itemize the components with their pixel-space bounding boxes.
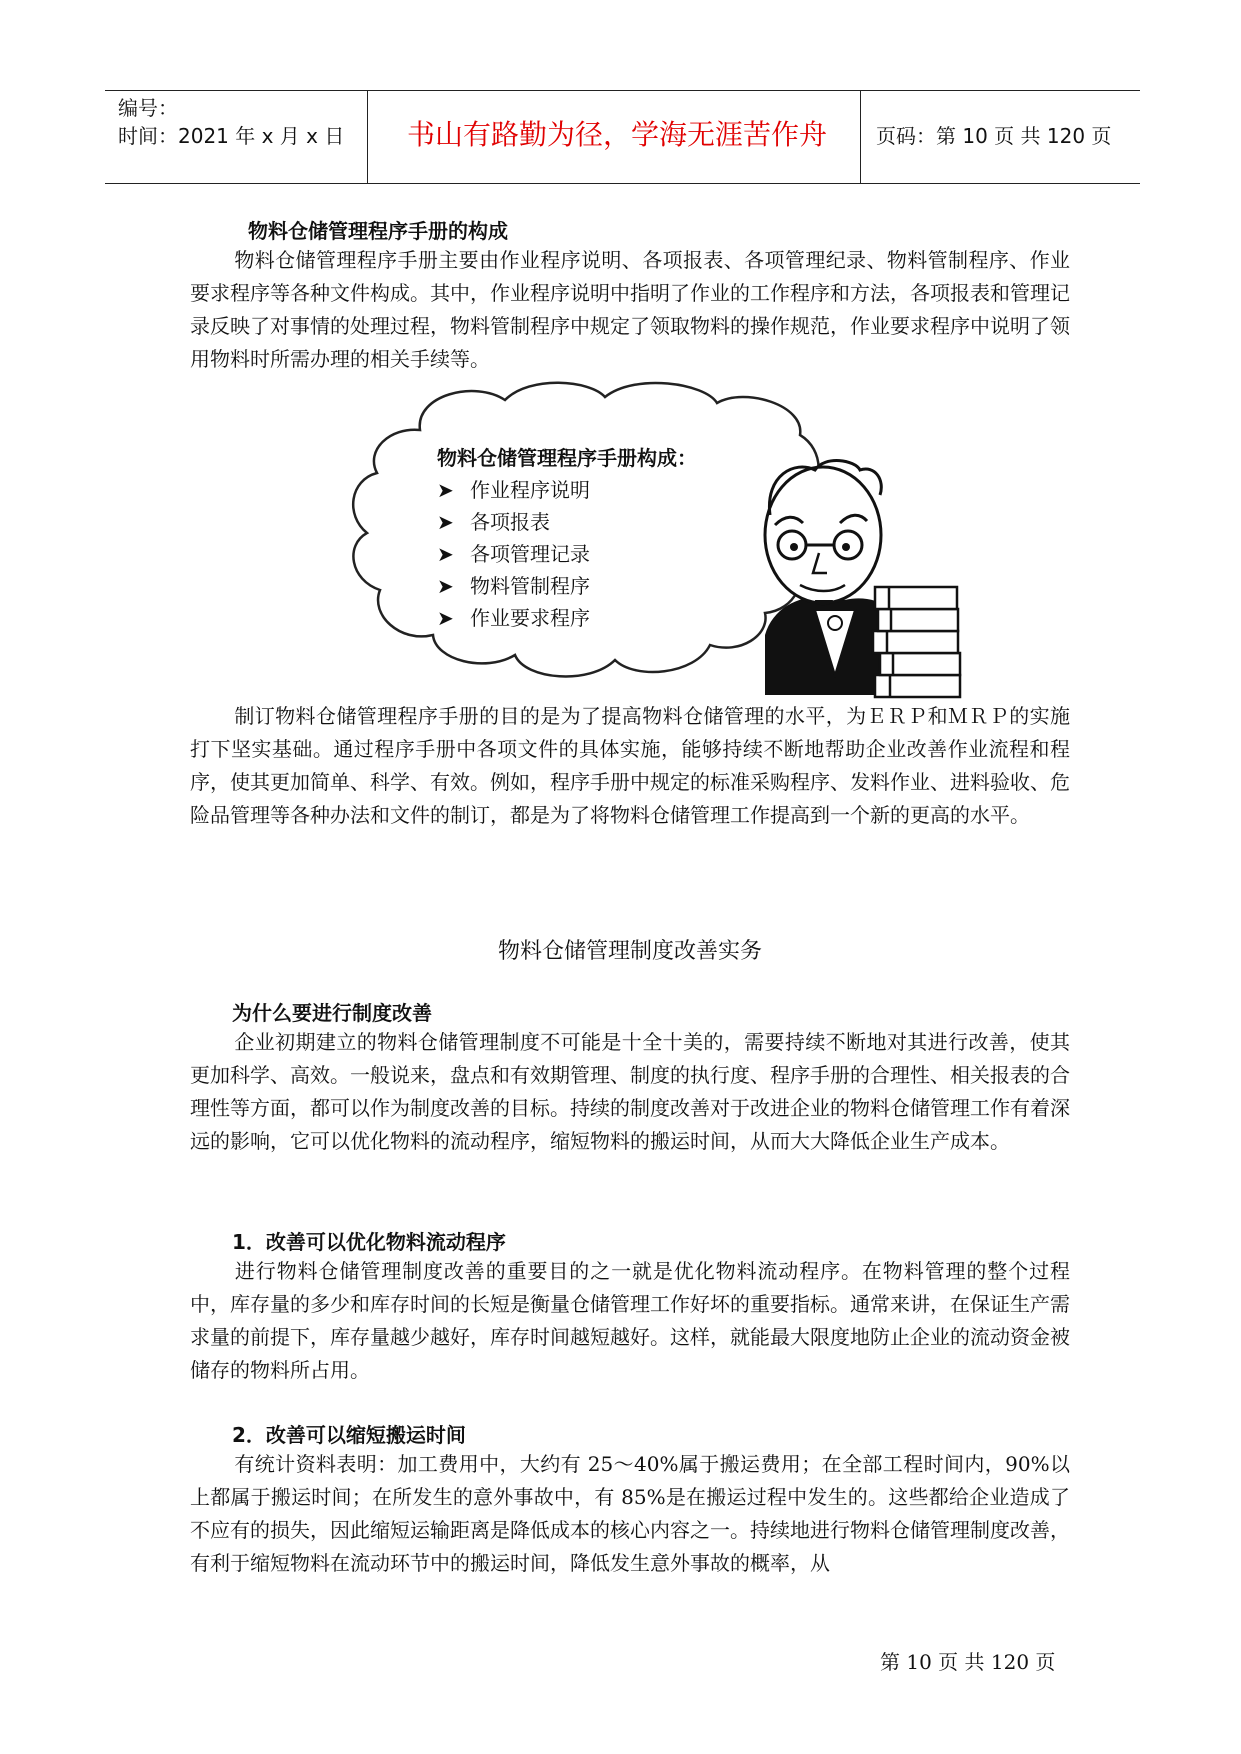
figure-bullet-icon: ➤ bbox=[437, 606, 454, 630]
header-meta bbox=[118, 94, 344, 150]
header-top-rule bbox=[105, 90, 1140, 91]
page-footer: 第 10 页 共 120 页 bbox=[880, 1650, 1056, 1674]
paragraph-optimize-flow: 进行物料仓储管理制度改善的重要目的之一就是优化物料流动程序。在物料管理的整个过程中，库存量的多少和库存时间的长短是衡量仓储管理工作好坏的重要指标。通常来讲，在保证生产需求量的前提下，库存量越少越好，库存时间越短越好。这样，就能最大限度地防止企业的流动资金被储存的物料所占用。 bbox=[190, 1259, 1070, 1382]
paragraph-purpose: 制订物料仓储管理程序手册的目的是为了提高物料仓储管理的水平，为ＥＲＰ和ＭＲＰ的实施打下坚实基础。通过程序手册中各项文件的具体实施，能够持续不断地帮助企业改善作业流程和程序，使其更加简单、科学、有效。例如，程序手册中规定的标准采购程序、发料作业、进料验收、危险品管理等各种办法和文件的制订，都是为了将物料仓储管理工作提高到一个新的更高的水平。 bbox=[190, 704, 1070, 827]
thought-cloud bbox=[353, 383, 818, 677]
figure-bullet-icon: ➤ bbox=[437, 542, 454, 566]
manual-composition-illustration bbox=[345, 375, 965, 703]
figure-bullet-icon: ➤ bbox=[437, 574, 454, 598]
figure-item: 作业程序说明 bbox=[470, 478, 590, 502]
subheading-optimize-flow: 1．改善可以优化物料流动程序 bbox=[232, 1230, 506, 1254]
header-divider-left bbox=[367, 90, 368, 183]
figure-item: 作业要求程序 bbox=[470, 606, 590, 630]
header-motto: 书山有路勤为径，学海无涯苦作舟 bbox=[406, 118, 827, 151]
figure-item: 各项报表 bbox=[470, 510, 550, 534]
paragraph-why-improve: 企业初期建立的物料仓储管理制度不可能是十全十美的，需要持续不断地对其进行改善，使其更加科学、高效。一般说来，盘点和有效期管理、制度的执行度、程序手册的合理性、相关报表的合理性等方面，都可以作为制度改善的目标。持续的制度改善对于改进企业的物料仓储管理工作有着深远的影响，它可以优化物料的流动程序，缩短物料的搬运时间，从而大大降低企业生产成本。 bbox=[190, 1030, 1070, 1153]
document-date: 时间：2021 年 x 月 x 日 bbox=[118, 124, 345, 148]
header-bottom-rule bbox=[105, 183, 1140, 184]
figure-bullet-icon: ➤ bbox=[437, 478, 454, 502]
figure-bullet-icon: ➤ bbox=[437, 510, 454, 534]
figure-title: 物料仓储管理程序手册构成： bbox=[437, 446, 697, 470]
section-title-improvement: 物料仓储管理制度改善实务 bbox=[497, 939, 762, 964]
paragraph-shorten-handling: 有统计资料表明：加工费用中，大约有 25～40%属于搬运费用；在全部工程时间内，90%以上都属于搬运时间；在所发生的意外事故中，有 85%是在搬运过程中发生的。这些都给企业造成了不应有的损失，因此缩短运输距离是降低成本的核心内容之一。持续地进行物料仓储管理制度改善，有利于缩短物料在流动环节中的搬运时间，降低发生意外事故的概率，从 bbox=[190, 1452, 1070, 1575]
books-icon bbox=[873, 587, 960, 697]
figure-item: 物料管制程序 bbox=[470, 574, 590, 598]
header-page-code: 页码：第 10 页 共 120 页 bbox=[876, 124, 1112, 148]
document-number-label: 编号： bbox=[118, 96, 178, 120]
section-heading-composition: 物料仓储管理程序手册的构成 bbox=[248, 219, 508, 243]
section-heading-why-improve: 为什么要进行制度改善 bbox=[232, 1001, 432, 1025]
paragraph-composition: 物料仓储管理程序手册主要由作业程序说明、各项报表、各项管理纪录、物料管制程序、作业要求程序等各种文件构成。其中，作业程序说明中指明了作业的工作程序和方法，各项报表和管理记录反映了对事情的处理过程，物料管制程序中规定了领取物料的操作规范，作业要求程序中说明了领用物料时所需办理的相关手续等。 bbox=[190, 248, 1070, 371]
subheading-shorten-handling: 2．改善可以缩短搬运时间 bbox=[232, 1423, 466, 1447]
figure-item: 各项管理记录 bbox=[470, 542, 590, 566]
